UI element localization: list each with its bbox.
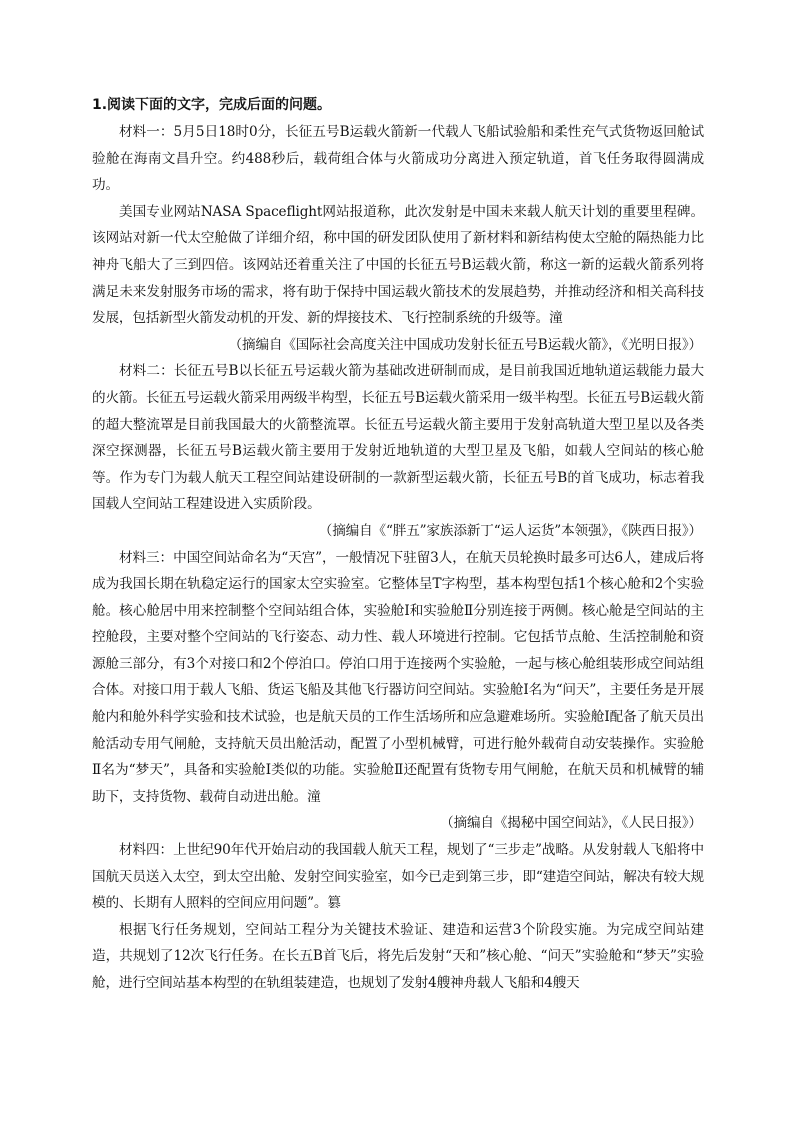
- material-3-source: （摘编自《揭秘中国空间站》，《人民日报》）: [440, 815, 702, 832]
- material-4-paragraph: 材料四：上世纪90年代开始启动的我国载人航天工程，规划了“三步走”战略。从发射载人飞船将中国航天员送入太空，到太空出舱、发射空间实验室，如今已走到第三步，即“建造空间站，解决有较大规模的、长期有人照料的空间应用问题”。篡: [92, 842, 704, 912]
- question-title: 1.阅读下面的文字，完成后面的问题。: [92, 97, 332, 113]
- material-1-report-paragraph: 美国专业网站NASA Spaceflight网站报道称，此次发射是中国未来载人航天计划的重要里程碑。该网站对新一代太空舱做了详细介绍，称中国的研发团队使用了新材料和新结构使太空舱的隔热能力比神舟飞船大了三到四倍。该网站还着重关注了中国的长征五号B运载火箭，称这一新的运载火箭系列将满足未来发射服务市场的需求，将有助于保持中国运载火箭技术的发展趋势，并推动经济和相关高科技发展，包括新型火箭发动机的开发、新的焊接技术、飞行控制系统的升级等。潼: [92, 203, 704, 327]
- material-1-source: （摘编自《国际社会高度关注中国成功发射长征五号B运载火箭》，《光明日报》）: [228, 336, 702, 353]
- document-page: [92, 92, 704, 997]
- material-1-paragraph: 材料一：5月5日18时0分，长征五号B运载火箭新一代载人飞船试验船和柔性充气式货物返回舱试验舱在海南文昌升空。约488秒后，载荷组合体与火箭成功分离进入预定轨道，首飞任务取得圆满成功。: [92, 124, 704, 194]
- material-2-paragraph: 材料二：长征五号B以长征五号运载火箭为基础改进研制而成，是目前我国近地轨道运载能力最大的火箭。长征五号运载火箭采用两级半构型，长征五号B运载火箭采用一级半构型。长征五号B运载火箭的超大整流罩是目前我国最大的火箭整流罩。长征五号运载火箭主要用于发射高轨道大型卫星以及各类深空探测器，长征五号B运载火箭主要用于发射近地轨道的大型卫星及飞船，如载人空间站的核心舱等。作为专门为载人航天工程空间站建设研制的一款新型运载火箭，长征五号B的首飞成功，标志着我国载人空间站工程建设进入实质阶段。: [92, 363, 704, 513]
- material-4-plan-paragraph: 根据飞行任务规划，空间站工程分为关键技术验证、建造和运营3个阶段实施。为完成空间站建造，共规划了12次飞行任务。在长五B首飞后，将先后发射“天和”核心舱、“问天”实验舱和“梦天”实验舱，进行空间站基本构型的在轨组装建造，也规划了发射4艘神舟载人飞船和4艘天: [92, 921, 704, 991]
- material-2-source: （摘编自《“胖五”家族添新丁“运人运货”本领强》，《陕西日报》）: [318, 522, 702, 539]
- material-3-paragraph: 材料三：中国空间站命名为“天宫”，一般情况下驻留3人，在航天员轮换时最多可达6人，建成后将成为我国长期在轨稳定运行的国家太空实验室。它整体呈T字构型，基本构型包括1个核心舱和2个实验舱。核心舱居中用来控制整个空间站组合体，实验舱Ⅰ和实验舱Ⅱ分别连接于两侧。核心舱是空间站的主控舱段，主要对整个空间站的飞行姿态、动力性、载人环境进行控制。它包括节点舱、生活控制舱和资源舱三部分，有3个对接口和2个停泊口。停泊口用于连接两个实验舱，一起与核心舱组装形成空间站组合体。对接口用于载人飞船、货运飞船及其他飞行器访问空间站。实验舱Ⅰ名为“问天”，主要任务是开展舱内和舱外科学实验和技术试验，也是航天员的工作生活场所和应急避难场所。实验舱Ⅰ配备了航天员出舱活动专用气闸舱，支持航天员出舱活动，配置了小型机械臂，可进行舱外载荷自动安装操作。实验舱Ⅱ名为“梦天”，具备和实验舱Ⅰ类似的功能。实验舱Ⅱ还配置有货物专用气闸舱，在航天员和机械臂的辅助下，支持货物、载荷自动进出舱。潼: [92, 549, 704, 805]
